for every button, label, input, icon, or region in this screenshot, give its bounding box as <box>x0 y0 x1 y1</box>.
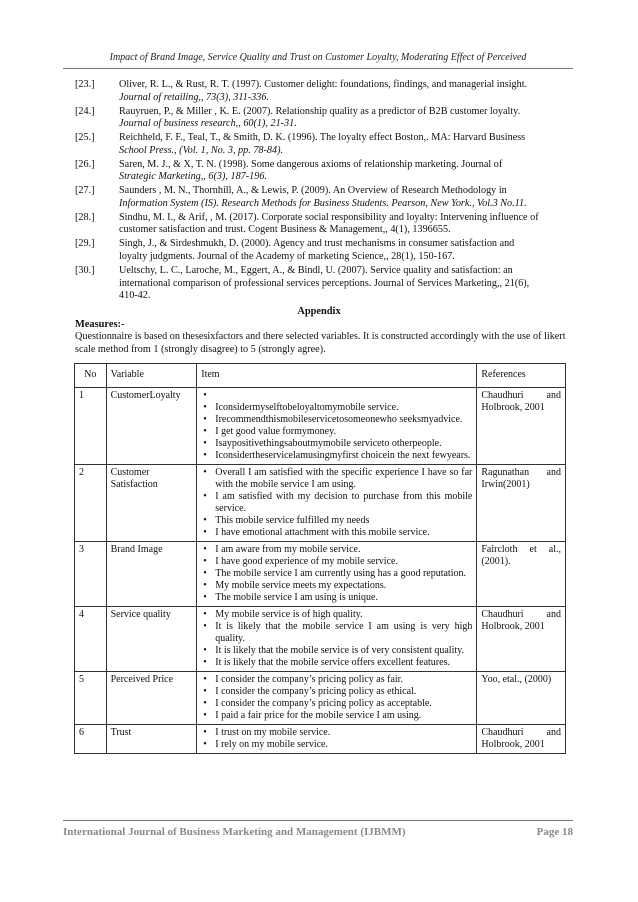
row-number: 6 <box>75 725 107 754</box>
reference-entry <box>75 79 565 104</box>
intro-paragraph: Questionnaire is based on thesesixfactors and there selected variables. It is constructed accordingly with the use of likert scale method from 1 (strongly disagree) to 5 (strongly agree). <box>75 331 566 355</box>
list-item: • Iconsidermyselftobeloyaltomymobile service. <box>201 402 472 414</box>
variable-name: Trust <box>106 725 197 754</box>
variable-name: Perceived Price <box>106 672 197 725</box>
reference-number: [27.] <box>75 185 95 197</box>
running-header: Impact of Brand Image, Service Quality and Trust on Customer Loyalty, Moderating Effect of Perceived <box>109 52 527 63</box>
reference-entry <box>75 212 565 237</box>
list-item: • It is likely that the mobile service offers excellent features. <box>201 657 472 669</box>
row-number: 2 <box>75 465 107 542</box>
reference-pages: 410-42. <box>119 290 151 302</box>
reference-cell: Chaudhuri and Holbrook, 2001 <box>477 725 566 754</box>
reference-cell: Ragunathan and Irwin(2001) <box>477 465 566 542</box>
table-row <box>75 725 566 754</box>
reference-number: [24.] <box>75 105 95 117</box>
list-item: • I consider the company’s pricing policy as acceptable. <box>201 698 472 710</box>
row-number: 5 <box>75 672 107 725</box>
footer-page-number: Page 18 <box>536 826 573 838</box>
item-list <box>201 467 472 539</box>
header-divider <box>63 68 573 69</box>
list-item: • Overall I am satisfied with the specific experience I have so far with the mobile service I am using. <box>201 467 472 491</box>
appendix-title: Appendix <box>297 306 341 317</box>
variable-name: Customer Satisfaction <box>106 465 197 542</box>
list-item: • Isaypositivethingsaboutmymobile serviceto otherpeople. <box>201 438 472 450</box>
list-item: • My mobile service meets my expectations. <box>201 580 472 592</box>
item-list <box>201 609 472 669</box>
list-item: • I rely on my mobile service. <box>201 739 472 751</box>
item-list-cell <box>197 672 477 725</box>
reference-source: loyalty judgments. Journal of the Academy of marketing Science,, 28(1), 150-167. <box>119 251 455 263</box>
list-item: • I have good experience of my mobile service. <box>201 556 472 568</box>
item-list <box>201 674 472 722</box>
list-item: • The mobile service I am using is unique. <box>201 592 472 604</box>
column-header-no: No <box>75 364 107 388</box>
reference-source: School Press., (Vol. 1, No. 3, pp. 78-84). <box>119 144 284 156</box>
list-item: • Iconsidertheservicelamusingmyfirst choicein the next fewyears. <box>201 450 472 462</box>
reference-number: [25.] <box>75 132 95 144</box>
footer-divider <box>63 820 573 821</box>
row-number: 4 <box>75 607 107 672</box>
questionnaire-table <box>74 363 566 754</box>
reference-cell: Yoo, etal., (2000) <box>477 672 566 725</box>
list-item: • The mobile service I am currently using has a good reputation. <box>201 568 472 580</box>
reference-entry <box>75 106 565 131</box>
list-item: • I have emotional attachment with this mobile service. <box>201 527 472 539</box>
measures-heading: Measures:- <box>75 319 125 330</box>
reference-list <box>75 79 565 304</box>
list-item <box>201 390 472 402</box>
item-list <box>201 544 472 604</box>
table-body <box>75 388 566 754</box>
footer-journal: International Journal of Business Marketing and Management (IJBMM) <box>63 826 406 838</box>
row-number: 3 <box>75 542 107 607</box>
variable-name: Service quality <box>106 607 197 672</box>
list-item: • My mobile service is of high quality. <box>201 609 472 621</box>
reference-text: Reichheld, F. F., Teal, T., & Smith, D. K. (1996). The loyalty effect Boston,. MA: Harvard Business <box>119 132 526 144</box>
list-item: • I consider the company’s pricing policy as ethical. <box>201 686 472 698</box>
reference-source: Journal of retailing,, 73(3), 311-336. <box>119 91 269 103</box>
list-item: • I am satisfied with my decision to purchase from this mobile service. <box>201 491 472 515</box>
reference-text: Rauyruen, P., & Miller , K. E. (2007). Relationship quality as a predictor of B2B customer loyalty. <box>119 105 521 117</box>
reference-entry <box>75 159 565 184</box>
reference-source: Information System (IS). Research Methods for Business Students. Pearson, New York., Vol.3 No.11. <box>119 197 527 209</box>
item-list-cell <box>197 388 477 465</box>
table-row <box>75 388 566 465</box>
variable-name: Brand Image <box>106 542 197 607</box>
column-header-references: References <box>477 364 566 388</box>
table-row <box>75 542 566 607</box>
item-list <box>201 390 472 462</box>
list-item: • It is likely that the mobile service is of very consistent quality. <box>201 645 472 657</box>
list-item: • I trust on my mobile service. <box>201 727 472 739</box>
reference-entry <box>75 238 565 263</box>
table-header-row <box>75 364 566 388</box>
list-item: • Irecommendthismobileservicetosomeonewho seeksmyadvice. <box>201 414 472 426</box>
list-item: • I consider the company’s pricing policy as fair. <box>201 674 472 686</box>
column-header-variable: Variable <box>106 364 197 388</box>
reference-source: customer satisfaction and trust. Cogent Business & Management,, 4(1), 1396655. <box>119 224 451 236</box>
reference-number: [28.] <box>75 211 95 223</box>
list-item: • I get good value formymoney. <box>201 426 472 438</box>
variable-name: CustomerLoyalty <box>106 388 197 465</box>
reference-number: [30.] <box>75 265 95 277</box>
table-row <box>75 465 566 542</box>
reference-entry <box>75 265 565 303</box>
row-number: 1 <box>75 388 107 465</box>
list-item: • It is likely that the mobile service I am using is very high quality. <box>201 621 472 645</box>
item-list-cell <box>197 465 477 542</box>
reference-text: Saunders , M. N., Thornhill, A., & Lewis, P. (2009). An Overview of Research Methodology in <box>119 185 507 197</box>
reference-number: [26.] <box>75 158 95 170</box>
reference-text: Oliver, R. L., & Rust, R. T. (1997). Customer delight: foundations, findings, and managerial insight. <box>119 79 528 90</box>
item-list <box>201 727 472 751</box>
reference-source: Journal of business research,, 60(1), 21-31. <box>119 118 297 130</box>
column-header-item: Item <box>197 364 477 388</box>
list-item: • This mobile service fulfilled my needs <box>201 515 472 527</box>
reference-entry <box>75 185 565 210</box>
reference-entry <box>75 132 565 157</box>
table-row <box>75 672 566 725</box>
reference-text: Ueltschy, L. C., Laroche, M., Eggert, A., & Bindl, U. (2007). Service quality and satisfaction: an <box>119 265 513 277</box>
reference-number: [29.] <box>75 238 95 250</box>
reference-text: Saren, M. J., & X, T. N. (1998). Some dangerous axioms of relationship marketing. Journal of <box>119 158 503 170</box>
reference-cell: Chaudhuri and Holbrook, 2001 <box>477 388 566 465</box>
item-list-cell <box>197 725 477 754</box>
reference-cell: Faircloth et al., (2001). <box>477 542 566 607</box>
reference-text: Singh, J., & Sirdeshmukh, D. (2000). Agency and trust mechanisms in consumer satisfaction and <box>119 238 515 250</box>
list-item: • I paid a fair price for the mobile service I am using. <box>201 710 472 722</box>
item-list-cell <box>197 607 477 672</box>
reference-number: [23.] <box>75 79 95 90</box>
reference-cell: Chaudhuri and Holbrook, 2001 <box>477 607 566 672</box>
item-list-cell <box>197 542 477 607</box>
reference-source: Strategic Marketing,, 6(3), 187-196. <box>119 171 267 183</box>
reference-text: Sindhu, M. I., & Arif, , M. (2017). Corporate social responsibility and loyalty: Intervening influence of <box>119 211 539 223</box>
reference-source: international comparison of professional services perceptions. Journal of Services Marketing,, 21(6), <box>119 277 530 289</box>
list-item: • I am aware from my mobile service. <box>201 544 472 556</box>
table-row <box>75 607 566 672</box>
